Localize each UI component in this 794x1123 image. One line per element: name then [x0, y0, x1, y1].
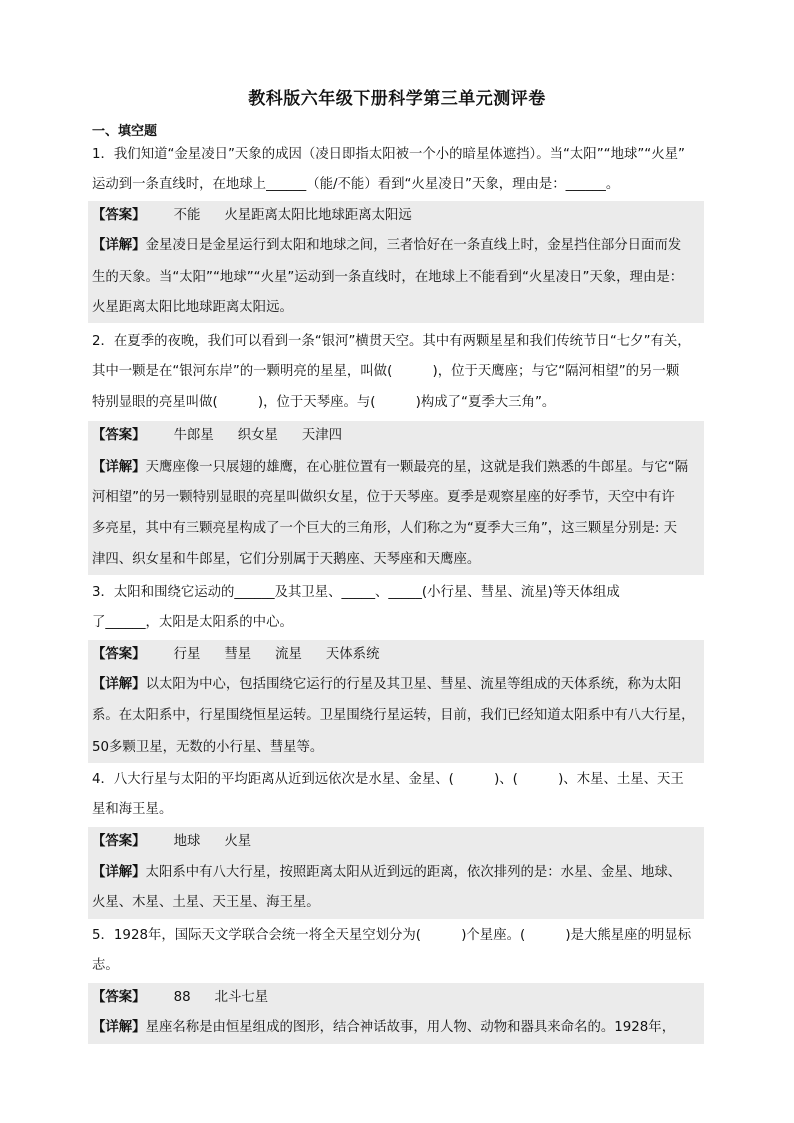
answer-4: [92, 827, 710, 857]
question-4-line-2: 星和海王星。: [92, 802, 173, 817]
question-2-line-2: 其中一颗是在“银河东岸”的一颗明亮的星星，叫做( )，位于天鹰座；与它“隔河相望”的另一颗: [92, 364, 680, 379]
detail-5-line-1: [92, 1013, 710, 1043]
detail-tag: 【详解】: [92, 677, 146, 692]
detail-text: 太阳系中有八大行星，按照距离太阳从近到远的距离，依次排列的是：水星、金星、地球、: [145, 865, 682, 880]
question-2-line-3: 特别显眼的亮星叫做( )，位于天琴座。与( )构成了“夏季大三角”。: [92, 395, 556, 410]
answer-3: [92, 640, 710, 670]
question-1-line-2: 运动到一条直线时，在地球上______（能/不能）看到“火星凌日”天象，理由是：______。: [92, 177, 620, 192]
answer-value: 北斗七星: [214, 990, 269, 1005]
answer-tag: 【答案】: [92, 990, 146, 1005]
question-5-line-1: 5．1928年，国际天文学联合会统一将全天星空划分为( )个星座。( )是大熊星座的明显标: [92, 928, 692, 943]
answer-value: 行星: [173, 647, 201, 662]
answer-tag: 【答案】: [92, 428, 146, 443]
detail-3-line-1: [92, 670, 710, 700]
detail-2-line-2: 河相望”的另一颗特别显眼的亮星叫做织女星，位于天琴座。夏季是观察星座的好季节，天空中有许: [92, 490, 675, 505]
answer-value: 天津四: [301, 428, 343, 443]
answer-5: [92, 983, 710, 1013]
answer-value: 天体系统: [325, 647, 380, 662]
question-4-line-1: 4．八大行星与太阳的平均距离从近到远依次是水星、金星、( )、( )、木星、土星、天王: [92, 772, 684, 787]
answer-2: [92, 421, 710, 451]
detail-text: 金星凌日是金星运行到太阳和地球之间，三者恰好在一条直线上时，金星挡住部分日面而发: [145, 238, 682, 253]
answer-value: 火星: [224, 834, 252, 849]
detail-text: 以太阳为中心，包括围绕它运行的行星及其卫星、彗星、流星等组成的天体系统，称为太阳: [145, 677, 682, 692]
detail-tag: 【详解】: [92, 1020, 146, 1035]
question-2-line-1: 2．在夏季的夜晚，我们可以看到一条“银河”横贯天空。其中有两颗星星和我们传统节日“七夕”有关，: [92, 334, 691, 349]
answer-value: 织女星: [237, 428, 278, 443]
answer-value: 火星距离太阳比地球距离太阳远: [224, 208, 412, 223]
answer-tag: 【答案】: [92, 834, 146, 849]
detail-2-line-1: [92, 453, 710, 483]
detail-2-line-4: 津四、织女星和牛郎星，它们分别属于天鹅座、天琴座和天鹰座。: [92, 552, 481, 567]
page-title: 教科版六年级下册科学第三单元测评卷: [248, 89, 546, 109]
detail-1-line-3: 火星距离太阳比地球距离太阳远。: [92, 300, 293, 315]
detail-text: 星座名称是由恒星组成的图形，结合神话故事，用人物、动物和器具来命名的。1928年，: [145, 1020, 676, 1035]
question-3-line-1: 3．太阳和围绕它运动的______及其卫星、_____、_____(小行星、彗星、流星)等天体组成: [92, 585, 620, 600]
detail-1-line-1: [92, 231, 710, 261]
answer-value: 彗星: [224, 647, 252, 662]
detail-tag: 【详解】: [92, 460, 146, 475]
answer-value: 牛郎星: [173, 428, 214, 443]
question-5-line-2: 志。: [92, 958, 119, 973]
answer-value: 不能: [173, 208, 201, 223]
answer-tag: 【答案】: [92, 208, 146, 223]
detail-tag: 【详解】: [92, 238, 146, 253]
answer-1: [92, 201, 710, 231]
detail-4-line-2: 火星、木星、土星、天王星、海王星。: [92, 895, 320, 910]
detail-3-line-2: 系。在太阳系中，行星围绕恒星运转。卫星围绕行星运转，目前，我们已经知道太阳系中有八大行星，: [92, 708, 695, 723]
detail-1-line-2: 生的天象。当“太阳”“地球”“火星”运动到一条直线时，在地球上不能看到“火星凌日”天象，理由是：: [92, 270, 684, 285]
answer-value: 地球: [173, 834, 201, 849]
detail-2-line-3: 多亮星，其中有三颗亮星构成了一个巨大的三角形，人们称之为“夏季大三角”，这三颗星分别是: 天: [92, 521, 678, 536]
detail-tag: 【详解】: [92, 865, 146, 880]
section-heading: 一、填空题: [92, 124, 158, 139]
detail-4-line-1: [92, 858, 710, 888]
answer-value: 流星: [275, 647, 302, 662]
answer-tag: 【答案】: [92, 647, 146, 662]
detail-3-line-3: 50多颗卫星，无数的小行星、彗星等。: [92, 740, 324, 755]
detail-text: 天鹰座像一只展翅的雄鹰，在心脏位置有一颗最亮的星，这就是我们熟悉的牛郎星。与它“隔: [145, 460, 689, 475]
question-1-line-1: 1．我们知道“金星凌日”天象的成因（凌日即指太阳被一个小的暗星体遮挡）。当“太阳”“地球”“火星”: [92, 147, 685, 162]
question-3-line-2: 了______，太阳是太阳系的中心。: [92, 615, 293, 630]
answer-value: 88: [173, 990, 191, 1005]
